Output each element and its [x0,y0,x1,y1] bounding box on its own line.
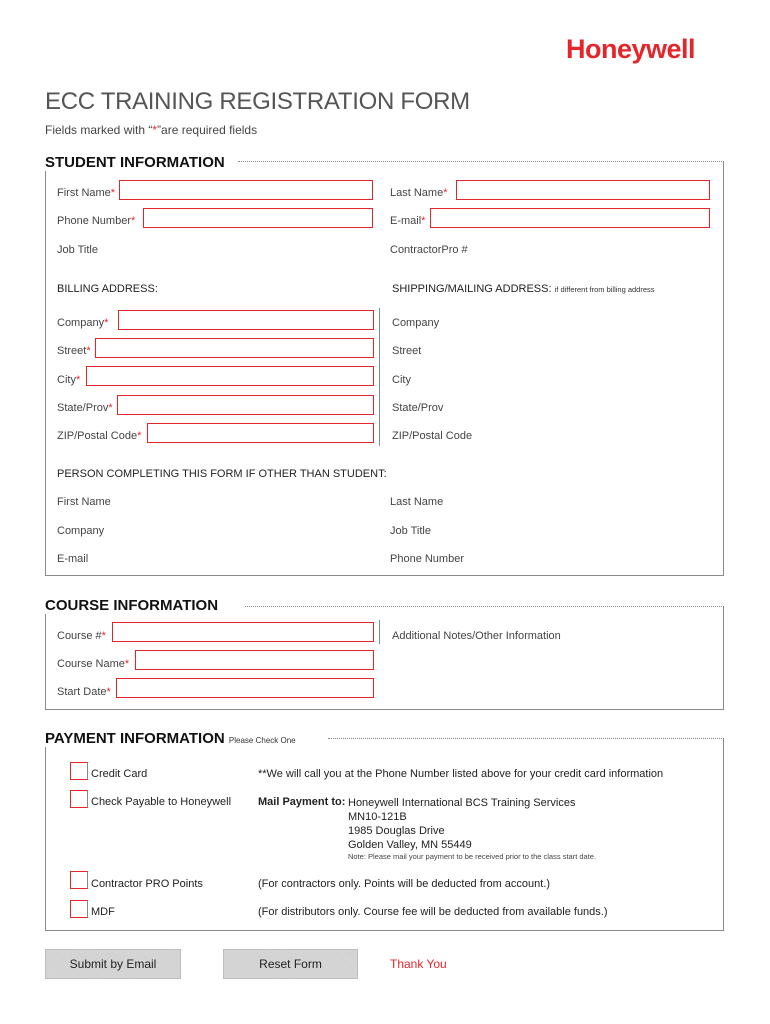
mdf-checkbox[interactable] [70,900,88,918]
course-number-field[interactable] [112,622,374,642]
state-label: State/Prov* [57,402,113,414]
city-field[interactable] [86,366,374,386]
check-payable-label: Check Payable to Honeywell [91,796,232,808]
course-section-rule [245,606,722,607]
state-field[interactable] [117,395,374,415]
address-divider [379,308,380,446]
mdf-note: (For distributors only. Course fee will be deducted from available funds.) [258,906,608,918]
company-label: Company* [57,317,109,329]
last-name-field[interactable] [456,180,710,200]
contractorpro-label: ContractorPro # [390,244,468,256]
last-name-label: Last Name* [390,187,448,199]
first-name-label: First Name* [57,187,116,199]
additional-notes-label: Additional Notes/Other Information [392,630,561,642]
payment-section-heading: PAYMENT INFORMATION Please Check One [45,730,302,747]
company-field[interactable] [118,310,374,330]
shipping-company-label: Company [392,317,440,329]
mdf-label: MDF [91,906,115,918]
phone-number-label: Phone Number* [57,215,136,227]
credit-card-checkbox[interactable] [70,762,88,780]
shipping-city-label: City [392,374,411,386]
other-first-name-label: First Name [57,496,111,508]
other-email-label: E-mail [57,553,89,565]
job-title-label: Job Title [57,244,98,256]
course-section-heading: COURSE INFORMATION [45,597,224,614]
contractor-pro-label: Contractor PRO Points [91,878,203,890]
honeywell-logo: Honeywell [566,34,696,64]
shipping-zip-label: ZIP/Postal Code [392,430,473,442]
credit-card-label: Credit Card [91,768,148,780]
student-section-heading: STUDENT INFORMATION [45,154,231,171]
mail-address-line: MN10-121B [348,811,407,823]
contractor-pro-checkbox[interactable] [70,871,88,889]
zip-field[interactable] [147,423,374,443]
reset-form-button[interactable]: Reset Form [223,949,358,979]
course-divider [379,620,380,644]
street-field[interactable] [95,338,374,358]
start-date-field[interactable] [116,678,374,698]
thank-you-text: Thank You [390,957,447,971]
course-number-label: Course #* [57,630,106,642]
form-subtitle: Fields marked with “*”are required fields [45,123,258,137]
submit-by-email-button[interactable]: Submit by Email [45,949,181,979]
shipping-street-label: Street [392,345,422,357]
shipping-state-label: State/Prov [392,402,444,414]
other-last-name-label: Last Name [390,496,444,508]
other-company-label: Company [57,525,105,537]
shipping-address-heading: SHIPPING/MAILING ADDRESS: if different from billing address [392,283,655,295]
mail-address-line: Honeywell International BCS Training Services [348,797,576,809]
other-person-heading: PERSON COMPLETING THIS FORM IF OTHER THAN STUDENT: [57,468,387,480]
other-phone-label: Phone Number [390,553,464,565]
billing-address-heading: BILLING ADDRESS: [57,283,158,295]
student-section-rule [238,161,722,162]
mail-address-line: 1985 Douglas Drive [348,825,445,837]
course-name-field[interactable] [135,650,374,670]
zip-label: ZIP/Postal Code* [57,430,142,442]
mail-payment-note: Note: Please mail your payment to be received prior to the class start date. [348,852,597,861]
first-name-field[interactable] [119,180,373,200]
form-title: ECC TRAINING REGISTRATION FORM [45,88,470,115]
start-date-label: Start Date* [57,686,111,698]
phone-number-field[interactable] [143,208,373,228]
mail-payment-to-label: Mail Payment to: [258,796,346,808]
street-label: Street* [57,345,91,357]
credit-card-note: **We will call you at the Phone Number listed above for your credit card information [258,768,664,780]
payment-section-rule [328,738,722,739]
mail-address-line: Golden Valley, MN 55449 [348,839,472,851]
check-payable-checkbox[interactable] [70,790,88,808]
email-label: E-mail* [390,215,426,227]
course-name-label: Course Name* [57,658,130,670]
city-label: City* [57,374,81,386]
other-job-title-label: Job Title [390,525,431,537]
contractor-pro-note: (For contractors only. Points will be deducted from account.) [258,878,551,890]
mail-address [348,796,575,852]
email-field[interactable] [430,208,710,228]
